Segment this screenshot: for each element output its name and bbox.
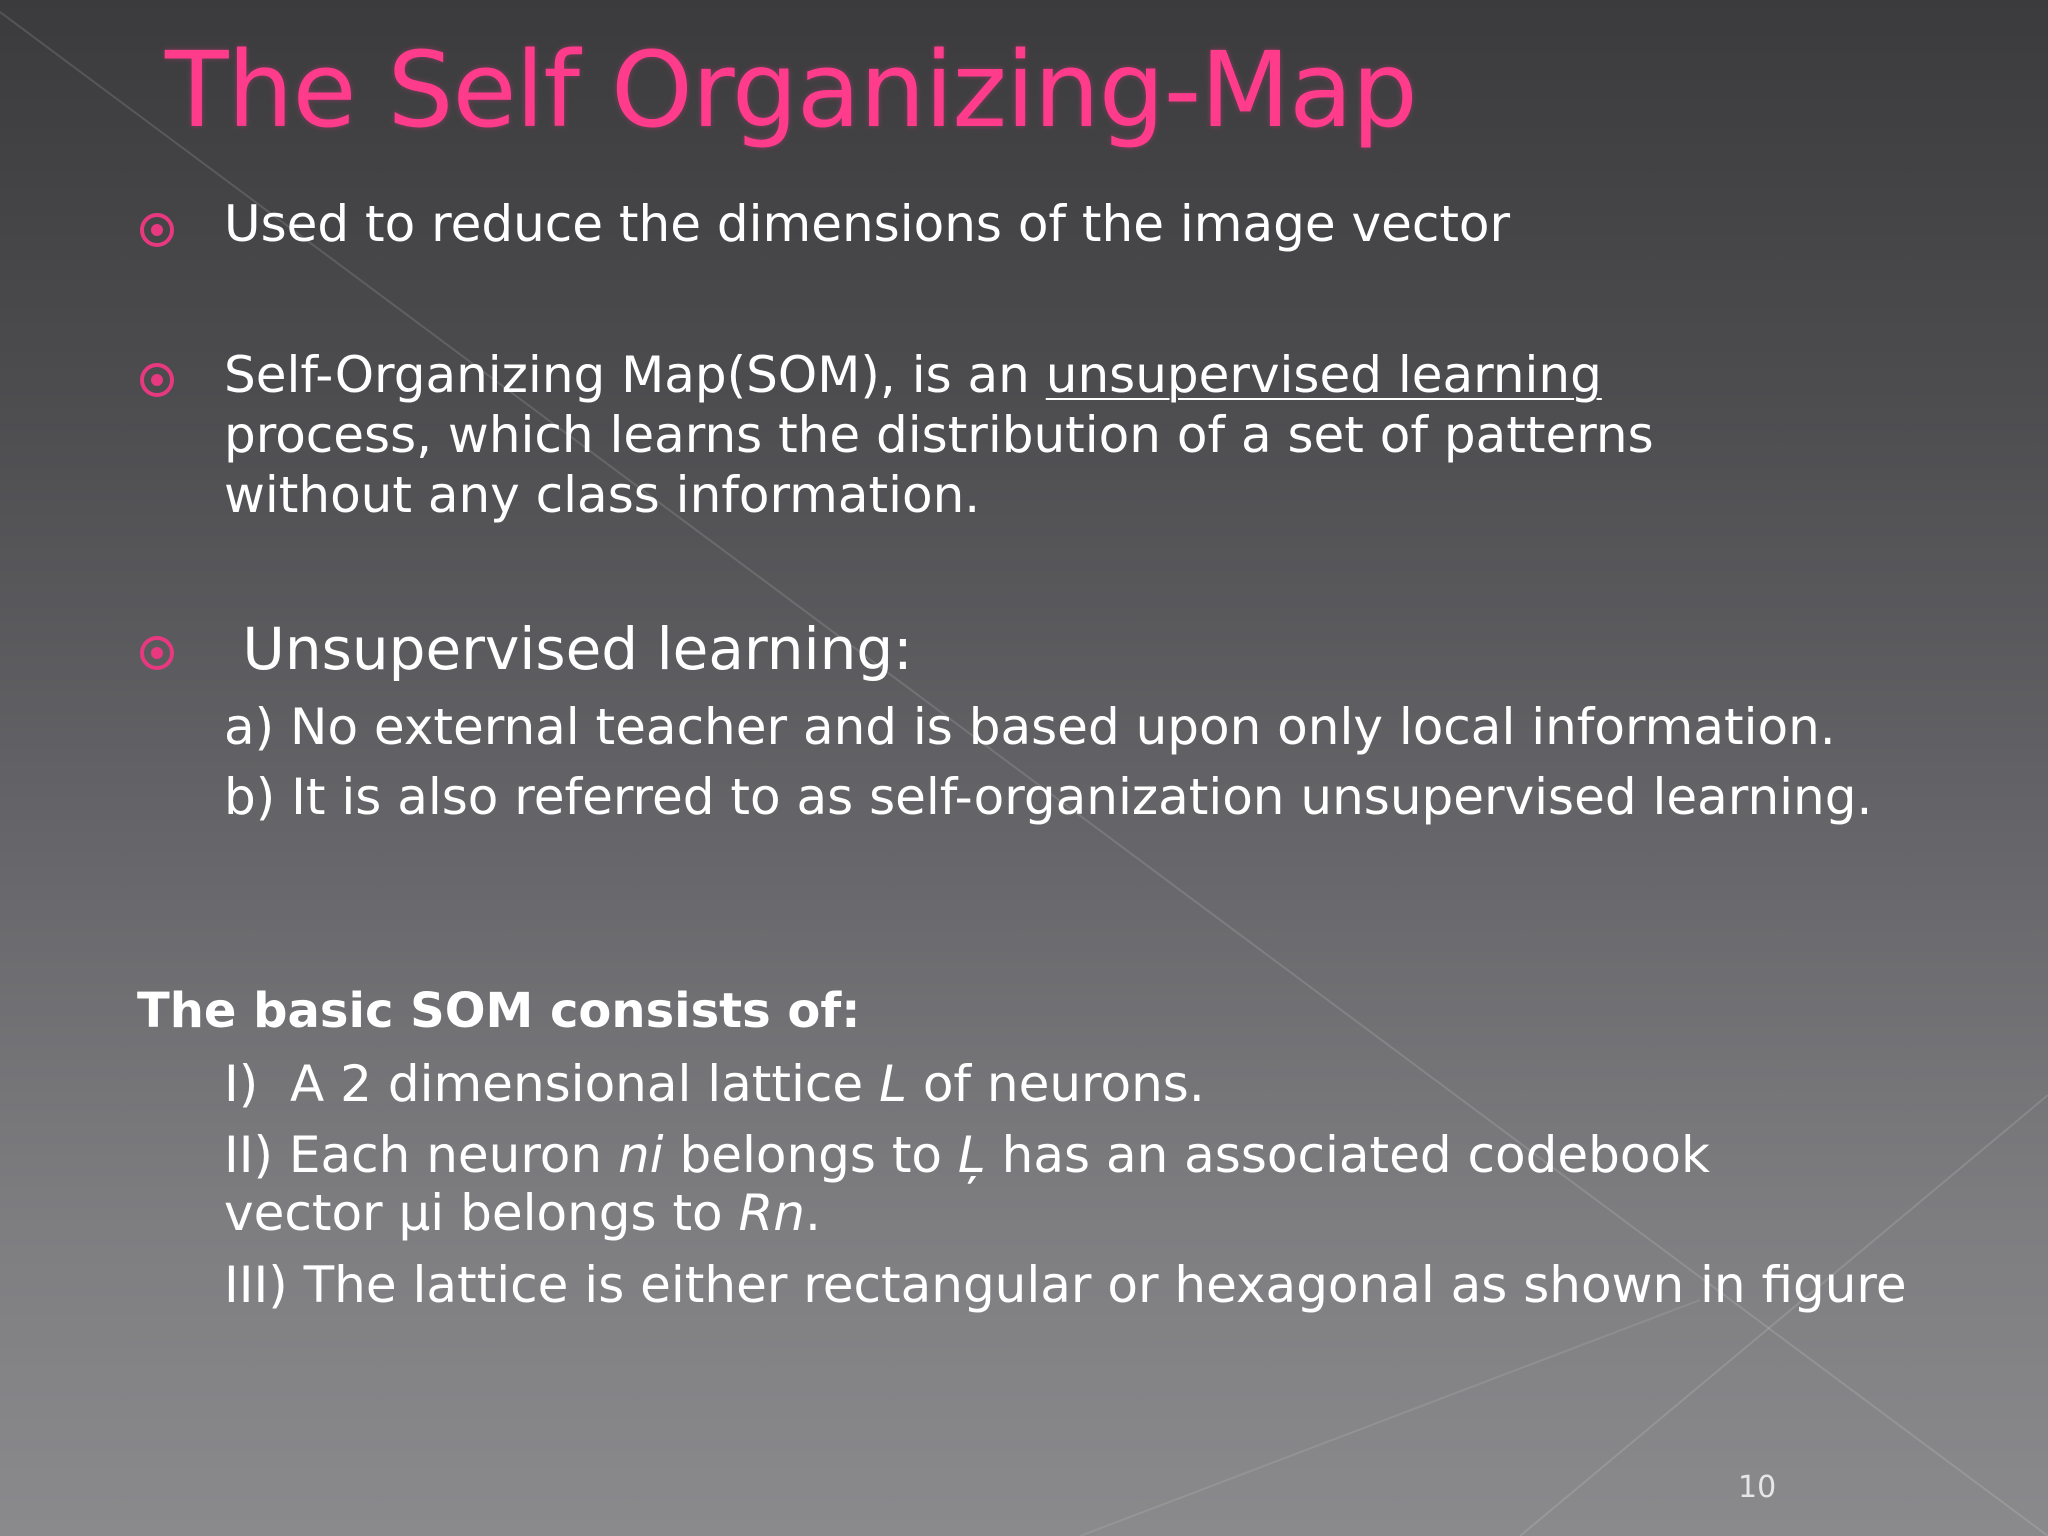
bullet-2-prefix: Self-Organizing Map(SOM), is an: [224, 346, 1046, 404]
target-bullet-icon: [140, 636, 174, 670]
unsupervised-item-b: b) It is also referred to as self-organization unsupervised learning.: [224, 768, 1873, 826]
som-item-1-suffix: of neurons.: [906, 1055, 1205, 1113]
som-item-2-italic-2: Ļ: [957, 1126, 986, 1184]
som-item-2-part-1: II) Each neuron: [224, 1126, 618, 1184]
bullet-2-line-3: without any class information.: [224, 466, 981, 524]
bullet-2-line-1: [224, 344, 1602, 406]
unsupervised-item-a: a) No external teacher and is based upon only local information.: [224, 698, 1836, 756]
som-item-2-part-2: belongs to: [663, 1126, 958, 1184]
bullet-1-text: Used to reduce the dimensions of the image vector: [224, 195, 1511, 253]
target-bullet-icon: [140, 363, 174, 397]
som-item-2-line-2-suffix: .: [804, 1184, 821, 1242]
som-item-2-part-3: has an associated codebook: [985, 1126, 1710, 1184]
som-item-1: [224, 1053, 1205, 1115]
som-item-2-line-2-prefix: vector μi belongs to: [224, 1184, 739, 1242]
unsupervised-learning-underlined: unsupervised learning: [1045, 346, 1602, 404]
som-item-1-italic: L: [879, 1055, 907, 1113]
som-item-2-italic-1: ni: [617, 1126, 664, 1184]
unsupervised-learning-heading: Unsupervised learning:: [224, 615, 913, 683]
bullet-2-line-2: process, which learns the distribution of a set of patterns: [224, 406, 1654, 464]
basic-som-heading: The basic SOM consists of:: [137, 983, 861, 1039]
target-bullet-icon: [140, 213, 174, 247]
som-item-3: III) The lattice is either rectangular or hexagonal as shown in figure: [224, 1256, 1907, 1314]
som-item-2-line-1: [224, 1124, 1710, 1186]
som-item-2-line-2-italic: Rn: [738, 1184, 805, 1242]
som-item-2-line-2: [224, 1182, 821, 1244]
som-item-1-prefix: I) A 2 dimensional lattice: [224, 1055, 880, 1113]
page-number: 10: [1738, 1470, 1777, 1505]
slide-title: The Self Organizing-Map: [165, 29, 1417, 151]
